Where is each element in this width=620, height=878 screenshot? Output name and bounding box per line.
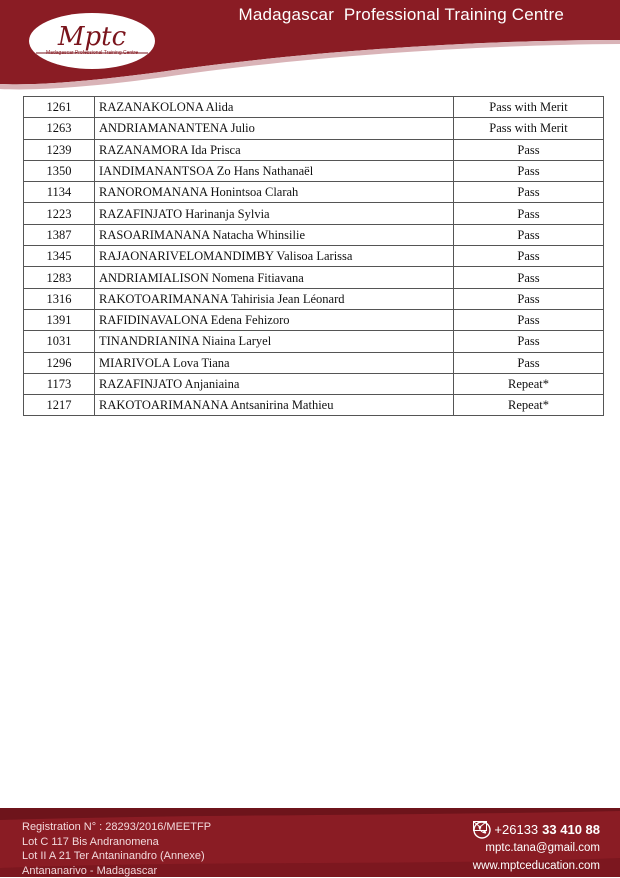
result-cell: Repeat* (454, 395, 604, 416)
result-cell: Pass (454, 309, 604, 330)
code-cell: 1223 (24, 203, 95, 224)
table-row (24, 373, 604, 394)
table-row (24, 267, 604, 288)
result-cell: Pass (454, 288, 604, 309)
result-cell: Pass (454, 139, 604, 160)
result-cell: Pass (454, 267, 604, 288)
table-row (24, 160, 604, 181)
result-cell: Pass (454, 182, 604, 203)
header-title: Madagascar Professional Training Centre (239, 5, 565, 25)
logo (28, 12, 156, 70)
table-row (24, 352, 604, 373)
result-cell: Pass (454, 331, 604, 352)
name-cell: RAKOTOARIMANANA Antsanirina Mathieu (95, 395, 454, 416)
footer-contact (473, 821, 600, 875)
footer-address (22, 820, 211, 878)
result-cell: Pass (454, 203, 604, 224)
page-header (0, 0, 620, 90)
code-cell: 1263 (24, 118, 95, 139)
table-row (24, 331, 604, 352)
page-footer (0, 808, 620, 877)
code-cell: 1261 (24, 97, 95, 118)
name-cell: RAZAFINJATO Anjaniaina (95, 373, 454, 394)
email-address[interactable]: mptc.tana@gmail.com (485, 839, 600, 857)
table-row (24, 395, 604, 416)
name-cell: RAZANAMORA Ida Prisca (95, 139, 454, 160)
name-cell: RAZAFINJATO Harinanja Sylvia (95, 203, 454, 224)
code-cell: 1316 (24, 288, 95, 309)
name-cell: ANDRIAMANANTENA Julio (95, 118, 454, 139)
table-row (24, 309, 604, 330)
registration-number: Registration N° : 28293/2016/MEETFP (22, 820, 211, 835)
phone-line (473, 821, 600, 839)
result-cell: Pass with Merit (454, 97, 604, 118)
logo-subtitle: Madagascar Professional Training Centre (28, 50, 156, 56)
code-cell: 1134 (24, 182, 95, 203)
name-cell: RAKOTOARIMANANA Tahirisia Jean Léonard (95, 288, 454, 309)
name-cell: RAJAONARIVELOMANDIMBY Valisoa Larissa (95, 246, 454, 267)
table-row (24, 182, 604, 203)
result-cell: Pass (454, 224, 604, 245)
email-line (473, 839, 600, 857)
logo-emblem (28, 12, 156, 70)
result-cell: Pass with Merit (454, 118, 604, 139)
code-cell: 1217 (24, 395, 95, 416)
name-cell: TINANDRIANINA Niaina Laryel (95, 331, 454, 352)
code-cell: 1296 (24, 352, 95, 373)
name-cell: ANDRIAMIALISON Nomena Fitiavana (95, 267, 454, 288)
table-row (24, 139, 604, 160)
website-line (473, 857, 600, 875)
phone-number: 33 410 88 (542, 821, 600, 839)
code-cell: 1345 (24, 246, 95, 267)
address-city: Antananarivo - Madagascar (22, 864, 211, 878)
name-cell: MIARIVOLA Lova Tiana (95, 352, 454, 373)
code-cell: 1031 (24, 331, 95, 352)
code-cell: 1173 (24, 373, 95, 394)
result-cell: Pass (454, 160, 604, 181)
result-cell: Repeat* (454, 373, 604, 394)
code-cell: 1350 (24, 160, 95, 181)
result-cell: Pass (454, 352, 604, 373)
logo-wordmark: Mptc (57, 22, 127, 52)
name-cell: RAZANAKOLONA Alida (95, 97, 454, 118)
code-cell: 1283 (24, 267, 95, 288)
result-cell: Pass (454, 246, 604, 267)
website-link[interactable]: www.mptceducation.com (473, 857, 600, 875)
name-cell: RASOARIMANANA Natacha Whinsilie (95, 224, 454, 245)
phone-prefix: +26133 (494, 821, 538, 839)
table-row (24, 224, 604, 245)
name-cell: RANOROMANANA Honintsoa Clarah (95, 182, 454, 203)
code-cell: 1239 (24, 139, 95, 160)
results-table (23, 96, 604, 416)
table-row (24, 203, 604, 224)
address-line-2: Lot II A 21 Ter Antaninandro (Annexe) (22, 849, 211, 864)
table-row (24, 288, 604, 309)
code-cell: 1391 (24, 309, 95, 330)
name-cell: IANDIMANANTSOA Zo Hans Nathanaël (95, 160, 454, 181)
address-line-1: Lot C 117 Bis Andranomena (22, 835, 211, 850)
table-row (24, 97, 604, 118)
code-cell: 1387 (24, 224, 95, 245)
name-cell: RAFIDINAVALONA Edena Fehizoro (95, 309, 454, 330)
results-table-body (24, 97, 604, 416)
table-row (24, 246, 604, 267)
table-row (24, 118, 604, 139)
